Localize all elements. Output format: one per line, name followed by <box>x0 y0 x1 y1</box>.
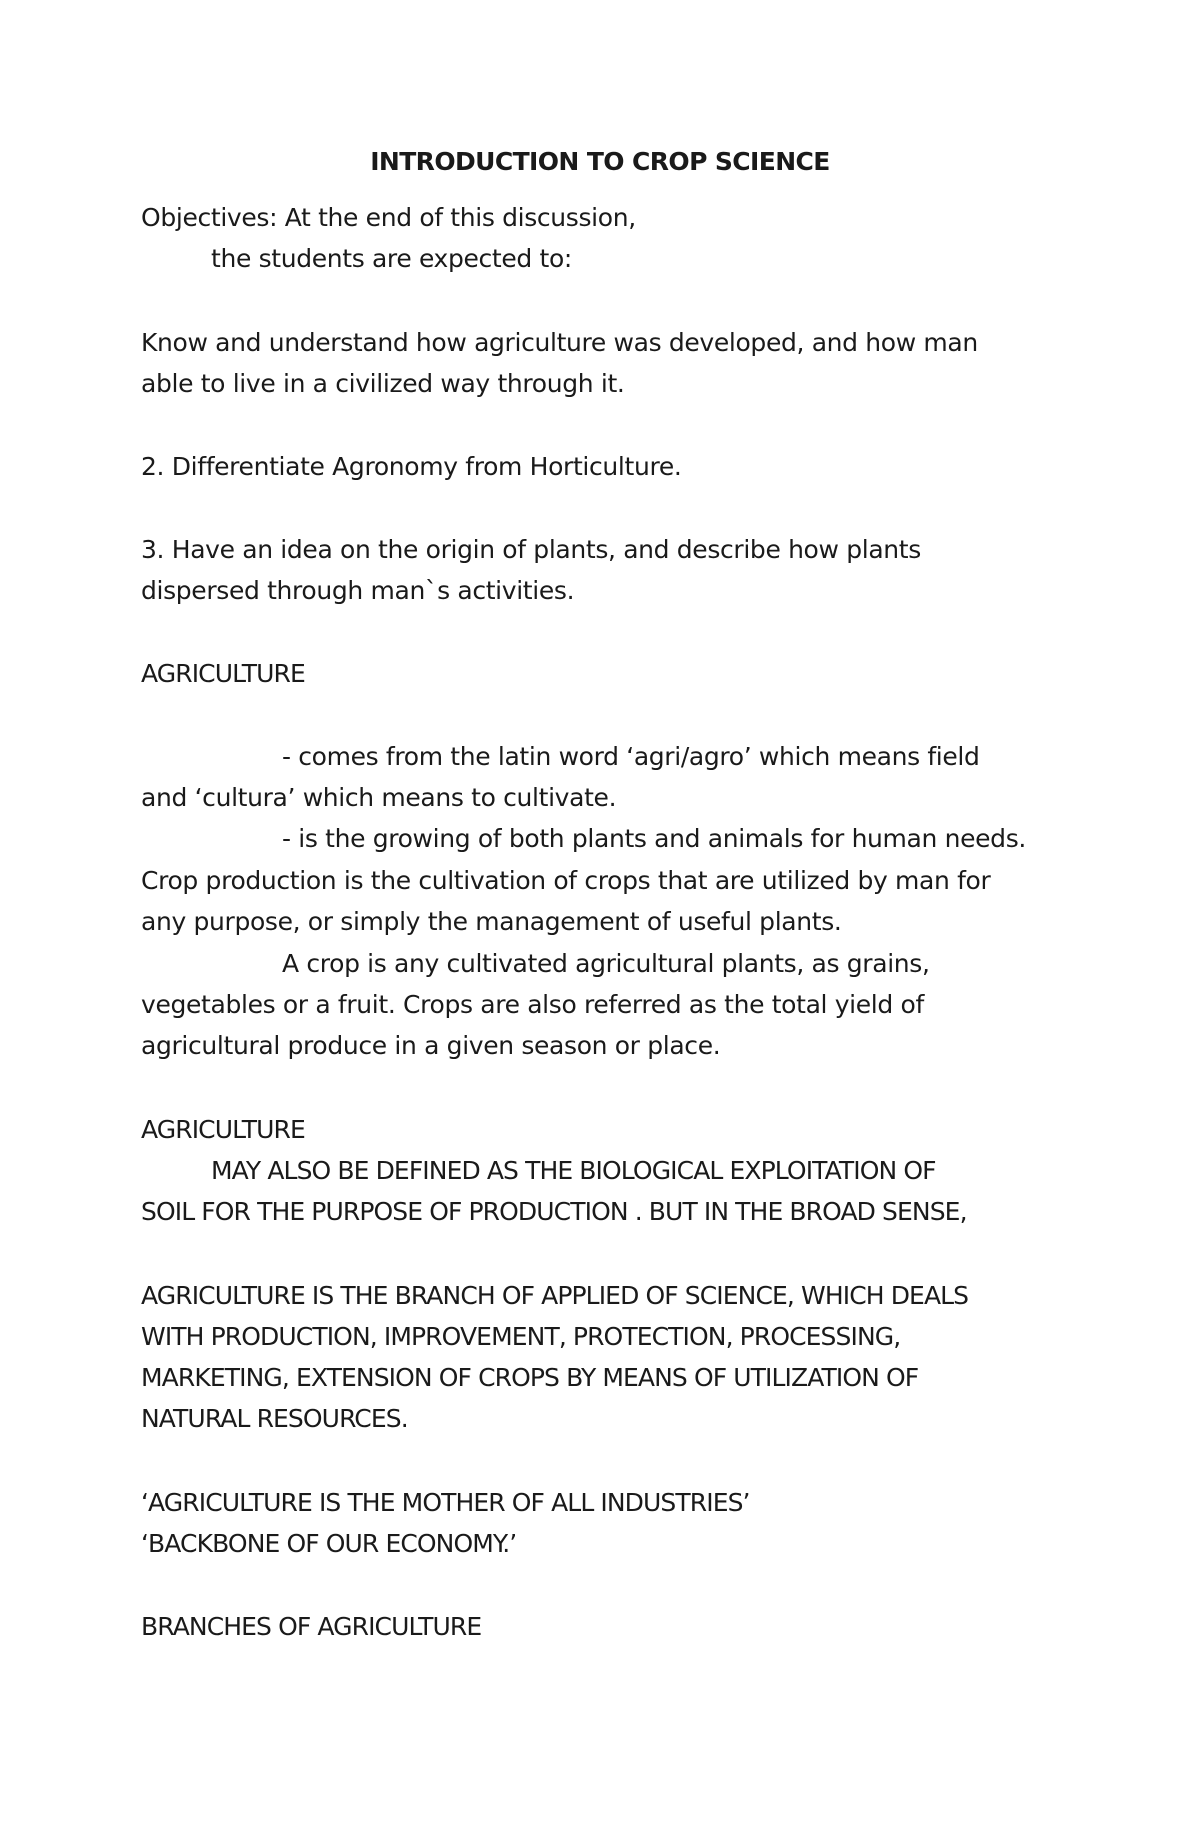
objective-item-1: Know and understand how agriculture was developed, and how man <box>141 328 978 357</box>
quote-line: ‘AGRICULTURE IS THE MOTHER OF ALL INDUSTRIES’ <box>141 1488 750 1517</box>
objective-item-3: 3. Have an idea on the origin of plants, and describe how plants <box>141 535 921 564</box>
objectives-intro-continued: the students are expected to: <box>211 244 572 273</box>
paragraph-line: - is the growing of both plants and animals for human needs. <box>282 824 1026 853</box>
paragraph-line: NATURAL RESOURCES. <box>141 1404 408 1433</box>
objective-item-3-continued: dispersed through man`s activities. <box>141 576 575 605</box>
objective-item-2: 2. Differentiate Agronomy from Horticulture. <box>141 452 682 481</box>
section-heading-agriculture: AGRICULTURE <box>141 659 305 688</box>
section-heading-branches: BRANCHES OF AGRICULTURE <box>141 1612 482 1641</box>
paragraph-line: MARKETING, EXTENSION OF CROPS BY MEANS OF UTILIZATION OF <box>141 1363 919 1392</box>
paragraph-line: and ‘cultura’ which means to cultivate. <box>141 783 617 812</box>
paragraph-line: Crop production is the cultivation of crops that are utilized by man for <box>141 866 991 895</box>
paragraph-line: WITH PRODUCTION, IMPROVEMENT, PROTECTION, PROCESSING, <box>141 1322 901 1351</box>
paragraph-line: MAY ALSO BE DEFINED AS THE BIOLOGICAL EXPLOITATION OF <box>211 1156 936 1185</box>
objective-item-1-continued: able to live in a civilized way through it. <box>141 369 625 398</box>
paragraph-line: A crop is any cultivated agricultural plants, as grains, <box>282 949 930 978</box>
quote-line: ‘BACKBONE OF OUR ECONOMY.’ <box>141 1529 517 1558</box>
paragraph-line: - comes from the latin word ‘agri/agro’ which means field <box>282 742 980 771</box>
paragraph-line: vegetables or a fruit. Crops are also referred as the total yield of <box>141 990 924 1019</box>
paragraph-line: any purpose, or simply the management of useful plants. <box>141 907 842 936</box>
document-title: INTRODUCTION TO CROP SCIENCE <box>370 147 830 176</box>
objectives-intro: Objectives: At the end of this discussion, <box>141 203 636 232</box>
paragraph-line: agricultural produce in a given season or place. <box>141 1031 721 1060</box>
section-heading-agriculture-2: AGRICULTURE <box>141 1115 305 1144</box>
paragraph-line: AGRICULTURE IS THE BRANCH OF APPLIED OF SCIENCE, WHICH DEALS <box>141 1281 969 1310</box>
paragraph-line: SOIL FOR THE PURPOSE OF PRODUCTION . BUT IN THE BROAD SENSE, <box>141 1197 967 1226</box>
